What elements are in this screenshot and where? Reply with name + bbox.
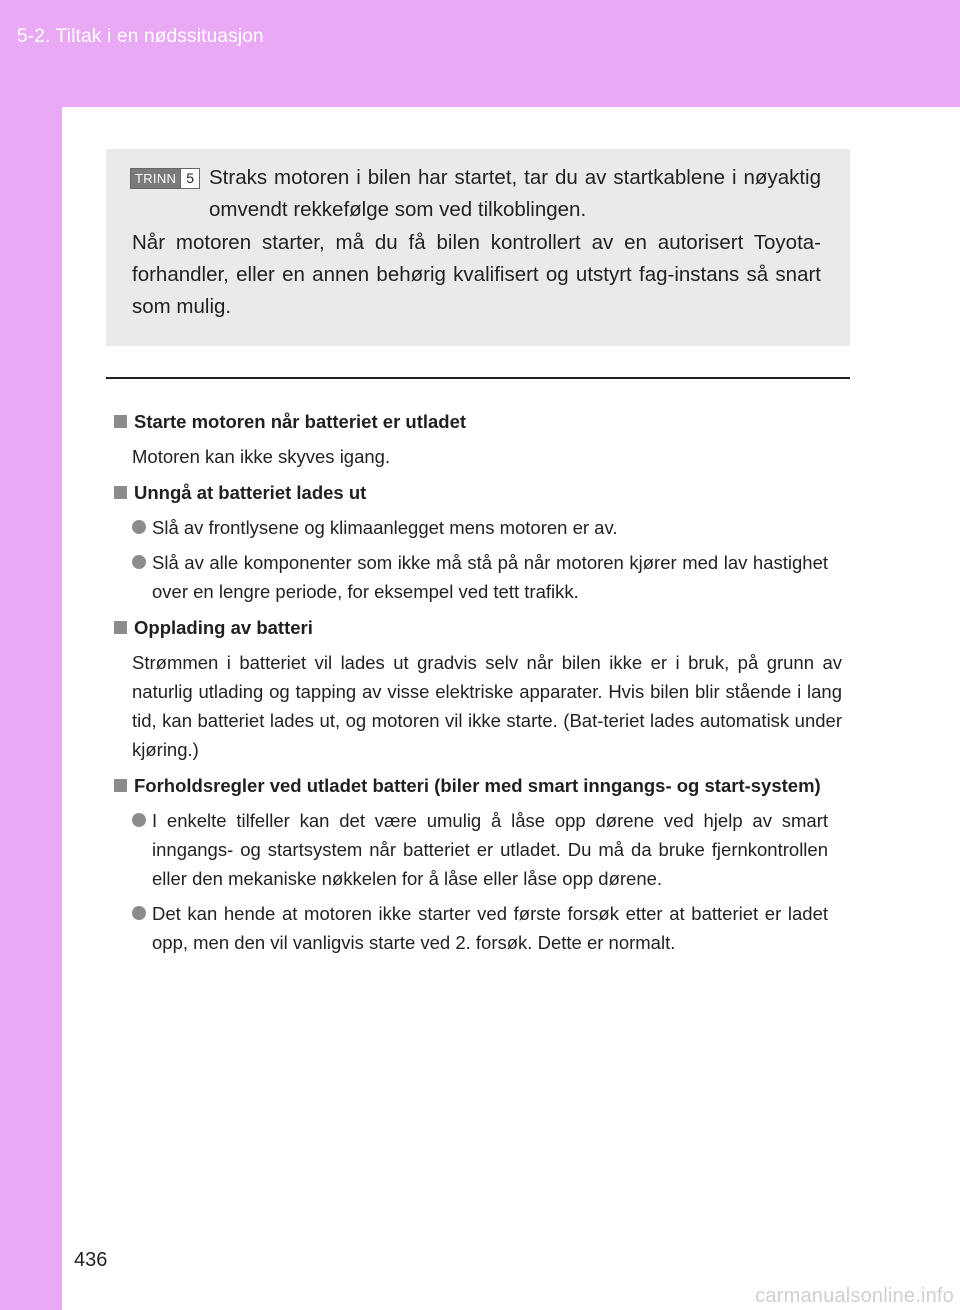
section-paragraph: Motoren kan ikke skyves igang.	[132, 446, 391, 467]
section-avoid-discharge	[112, 478, 842, 606]
watermark[interactable]: carmanualsonline.info	[755, 1285, 954, 1307]
circle-bullet-icon	[132, 906, 146, 920]
list-item: Det kan hende at motoren ikke starter ved første forsøk etter at batteriet er ladet opp, men den vil vanligvis starte ved 2. forsøk. Dette er normalt.	[132, 899, 842, 957]
square-bullet-icon	[114, 415, 127, 428]
step-badge-label: TRINN	[131, 169, 180, 188]
section-precautions	[112, 771, 842, 957]
info-content	[112, 400, 842, 957]
step-box	[106, 149, 850, 346]
section-heading: Starte motoren når batteriet er utladet	[112, 407, 842, 436]
section-heading: Forholdsregler ved utladet batteri (biler med smart inngangs- og start-system)	[112, 771, 842, 800]
section-starting	[112, 407, 842, 471]
square-bullet-icon	[114, 621, 127, 634]
divider	[106, 377, 850, 379]
section-paragraph: Strømmen i batteriet vil lades ut gradvis selv når bilen ikke er i bruk, på grunn av naturlig utlading og tapping av visse elektriske apparater. Hvis bilen blir stående i lang tid, kan batteriet lades ut, og motoren vil ikke starte. (Bat-teriet lades automatisk under kjøring.)	[132, 652, 842, 760]
circle-bullet-icon	[132, 520, 146, 534]
step-badge	[130, 168, 200, 189]
square-bullet-icon	[114, 486, 127, 499]
list-item: Slå av frontlysene og klimaanlegget mens motoren er av.	[132, 513, 842, 542]
page-number: 436	[74, 1249, 108, 1271]
section-heading: Unngå at batteriet lades ut	[112, 478, 842, 507]
list-item: Slå av alle komponenter som ikke må stå på når motoren kjører med lav hastighet over en lengre periode, for eksempel ved tett trafikk.	[132, 548, 842, 606]
page-header	[0, 0, 960, 107]
sidebar-band	[0, 107, 62, 1310]
square-bullet-icon	[114, 779, 127, 792]
step-note: Når motoren starter, må du få bilen kontrollert av en autorisert Toyota-forhandler, eller en annen behørig kvalifisert og utstyrt fag-instans så snart som mulig.	[132, 231, 821, 318]
step-text: Straks motoren i bilen har startet, tar du av startkablene i nøyaktig omvendt rekkefølge som ved tilkoblingen.	[209, 166, 821, 221]
section-title: 5-2. Tiltak i en nødssituasjon	[17, 26, 264, 47]
list-item: I enkelte tilfeller kan det være umulig å låse opp dørene ved hjelp av smart inngangs- og startsystem når batteriet er utladet. Du må da bruke fjernkontrollen eller den mekaniske nøkkelen for å låse eller låse opp dørene.	[132, 806, 842, 893]
section-recharging	[112, 613, 842, 764]
circle-bullet-icon	[132, 813, 146, 827]
section-heading: Opplading av batteri	[112, 613, 842, 642]
step-badge-number: 5	[180, 169, 199, 188]
circle-bullet-icon	[132, 555, 146, 569]
